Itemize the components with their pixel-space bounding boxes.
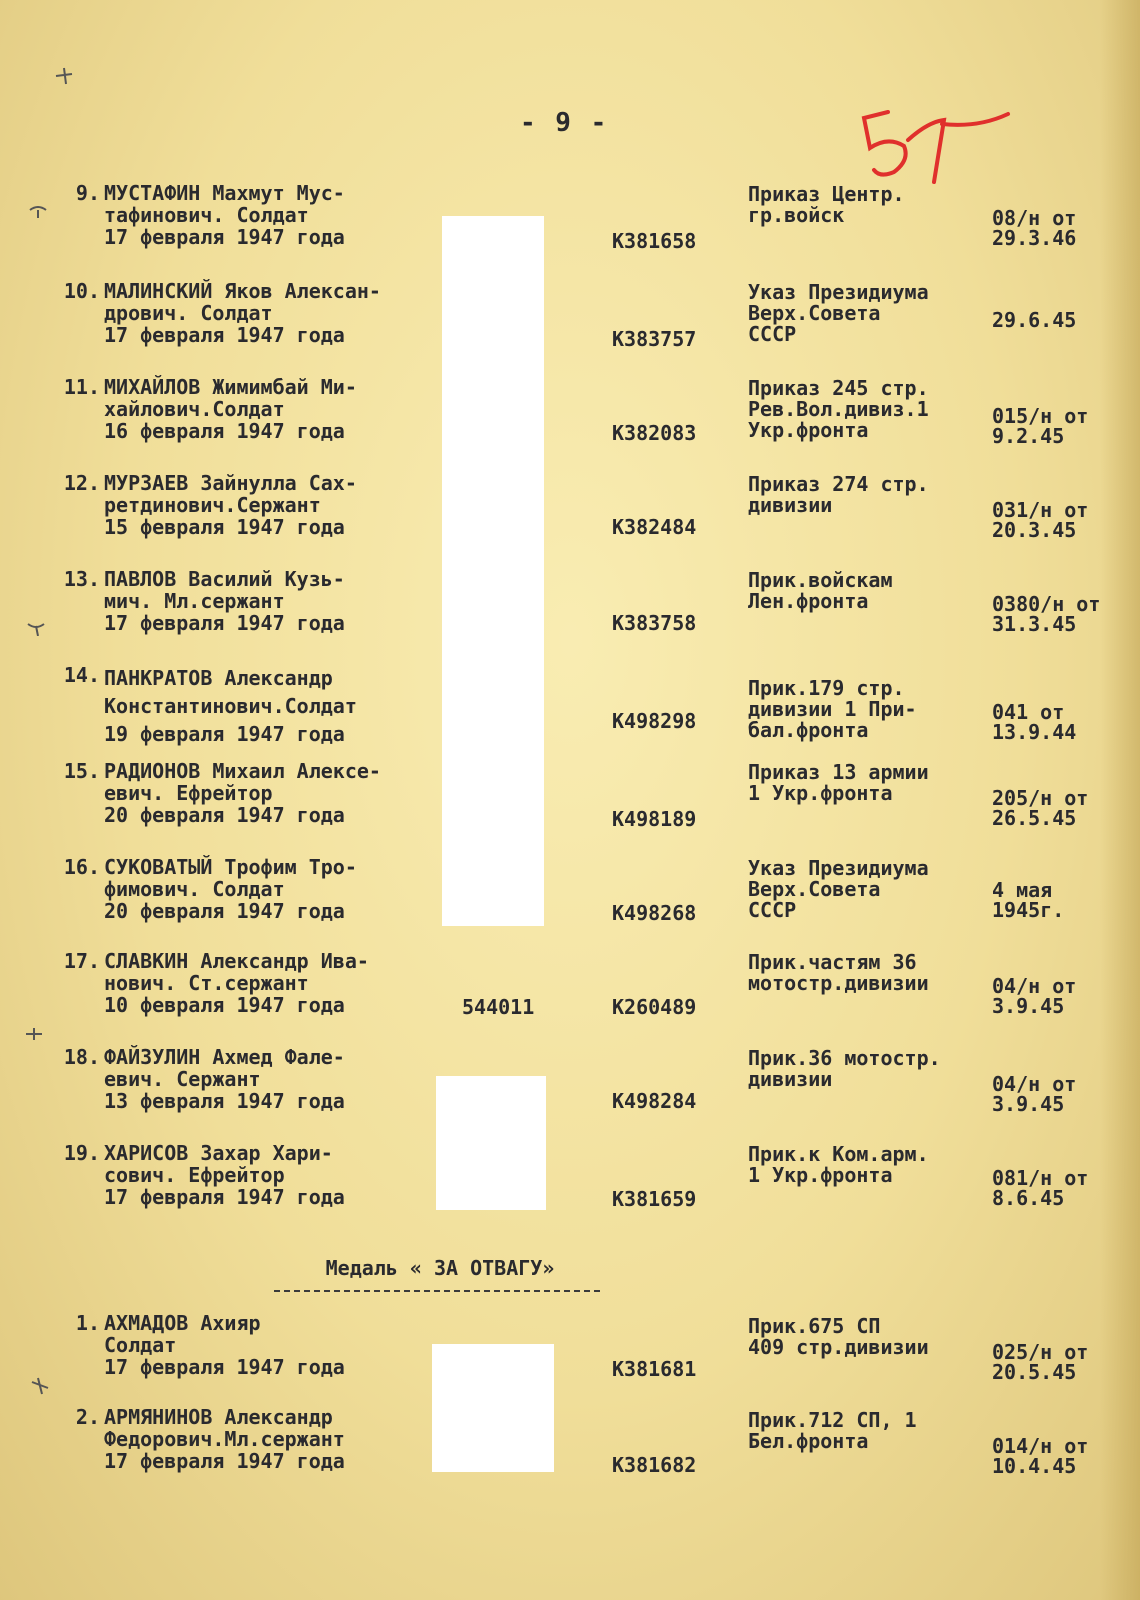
entry-order: Указ Президиума Верх.Совета СССР: [748, 856, 929, 922]
entry-number: 19.: [63, 1141, 100, 1165]
handwritten-folio-mark: [858, 92, 1018, 192]
redaction-block: [436, 1076, 546, 1210]
entry-reference: 29.6.45: [992, 308, 1077, 332]
entry-code: К382083: [612, 421, 697, 445]
section-title: Медаль « ЗА ОТВАГУ»: [325, 1256, 555, 1280]
punch-mark: [30, 1376, 50, 1396]
entry-number: 16.: [63, 855, 100, 879]
entry-number: 2.: [75, 1405, 100, 1429]
entry-name: ПАВЛОВ Василий Кузь- мич. Мл.сержант 17 февраля 1947 года: [104, 567, 345, 635]
entry-name: МАЛИНСКИЙ Яков Алексан- дрович. Солдат 17 февраля 1947 года: [104, 279, 381, 347]
section-divider: [274, 1290, 600, 1292]
entry-name: СЛАВКИН Александр Ива- нович. Ст.сержант 10 февраля 1947 года: [104, 949, 369, 1017]
entry-number: 12.: [63, 471, 100, 495]
entry-code: К381682: [612, 1453, 697, 1477]
entry-order: Указ Президиума Верх.Совета СССР: [748, 280, 929, 346]
entry-number: 15.: [63, 759, 100, 783]
redaction-block: [432, 1344, 554, 1472]
punch-mark: [24, 1024, 44, 1044]
entry-reference: 4 мая 1945г.: [992, 878, 1065, 922]
entry-order: Прик.36 мотостр. дивизии: [748, 1046, 941, 1091]
entry-name: АХМАДОВ Ахияр Солдат 17 февраля 1947 года: [104, 1311, 345, 1379]
entry-name: МУСТАФИН Махмут Мус- тафинович. Солдат 17 февраля 1947 года: [104, 181, 345, 249]
entry-code: К381681: [612, 1357, 697, 1381]
entry-number: 1.: [75, 1311, 100, 1335]
entry-reference: 025/н от 20.5.45: [992, 1340, 1089, 1384]
entry-number: 13.: [63, 567, 100, 591]
entry-reference: 04/н от 3.9.45: [992, 1072, 1077, 1116]
entry-order: Приказ 13 армии 1 Укр.фронта: [748, 760, 929, 805]
entry-code: К498298: [612, 709, 697, 733]
entry-order: Приказ 274 стр. дивизии: [748, 472, 929, 517]
page-number: - 9 -: [520, 108, 609, 138]
entry-reference: 031/н от 20.3.45: [992, 498, 1089, 542]
entry-order: Прик.179 стр. дивизии 1 При- бал.фронта: [748, 676, 917, 742]
entry-code: К383757: [612, 327, 697, 351]
entry-order: Прик.712 СП, 1 Бел.фронта: [748, 1408, 917, 1453]
entry-code: К382484: [612, 515, 697, 539]
entry-name: АРМЯНИНОВ Александр Федорович.Мл.сержант 17 февраля 1947 года: [104, 1405, 345, 1473]
entry-reference: 015/н от 9.2.45: [992, 404, 1089, 448]
entry-order: Приказ 245 стр. Рев.Вол.дивиз.1 Укр.фронта: [748, 376, 929, 442]
entry-name: МИХАЙЛОВ Жимимбай Ми- хайлович.Солдат 16 февраля 1947 года: [104, 375, 357, 443]
entry-order: Приказ Центр. гр.войск: [748, 182, 905, 227]
entry-reference: 041 от 13.9.44: [992, 700, 1077, 744]
entry-name: МУРЗАЕВ Зайнулла Сах- ретдинович.Сержант 15 февраля 1947 года: [104, 471, 357, 539]
entry-number: 10.: [63, 279, 100, 303]
entry-code: К498268: [612, 901, 697, 925]
entry-reference: 0380/н от 31.3.45: [992, 592, 1101, 636]
entry-serial: 544011: [462, 995, 535, 1019]
entry-code: К260489: [612, 995, 697, 1019]
entry-reference: 08/н от 29.3.46: [992, 206, 1077, 250]
entry-name: СУКОВАТЫЙ Трофим Тро- фимович. Солдат 20 февраля 1947 года: [104, 855, 357, 923]
entry-code: К383758: [612, 611, 697, 635]
punch-mark: [54, 66, 74, 86]
entry-name: ПАНКРАТОВ Александр Константинович.Солдат 19 февраля 1947 года: [104, 666, 357, 746]
entry-name: ХАРИСОВ Захар Хари- сович. Ефрейтор 17 февраля 1947 года: [104, 1141, 345, 1209]
entry-order: Прик.частям 36 мотостр.дивизии: [748, 950, 929, 995]
entry-name: РАДИОНОВ Михаил Алексе- евич. Ефрейтор 20 февраля 1947 года: [104, 759, 381, 827]
entry-code: К498284: [612, 1089, 697, 1113]
entry-number: 17.: [63, 949, 100, 973]
entry-code: К498189: [612, 807, 697, 831]
entry-reference: 205/н от 26.5.45: [992, 786, 1089, 830]
entry-number: 11.: [63, 375, 100, 399]
redaction-block: [442, 216, 544, 926]
entry-number: 18.: [63, 1045, 100, 1069]
entry-reference: 04/н от 3.9.45: [992, 974, 1077, 1018]
entry-code: К381658: [612, 229, 697, 253]
entry-name: ФАЙЗУЛИН Ахмед Фале- евич. Сержант 13 февраля 1947 года: [104, 1045, 345, 1113]
entry-order: Прик.675 СП 409 стр.дивизии: [748, 1314, 929, 1359]
entry-order: Прик.войскам Лен.фронта: [748, 568, 893, 613]
entry-code: К381659: [612, 1187, 697, 1211]
punch-mark: [26, 616, 46, 636]
entry-reference: 014/н от 10.4.45: [992, 1434, 1089, 1478]
entry-number: 14.: [63, 663, 100, 687]
entry-reference: 081/н от 8.6.45: [992, 1166, 1089, 1210]
entry-number: 9.: [75, 181, 100, 205]
entry-order: Прик.к Ком.арм. 1 Укр.фронта: [748, 1142, 929, 1187]
